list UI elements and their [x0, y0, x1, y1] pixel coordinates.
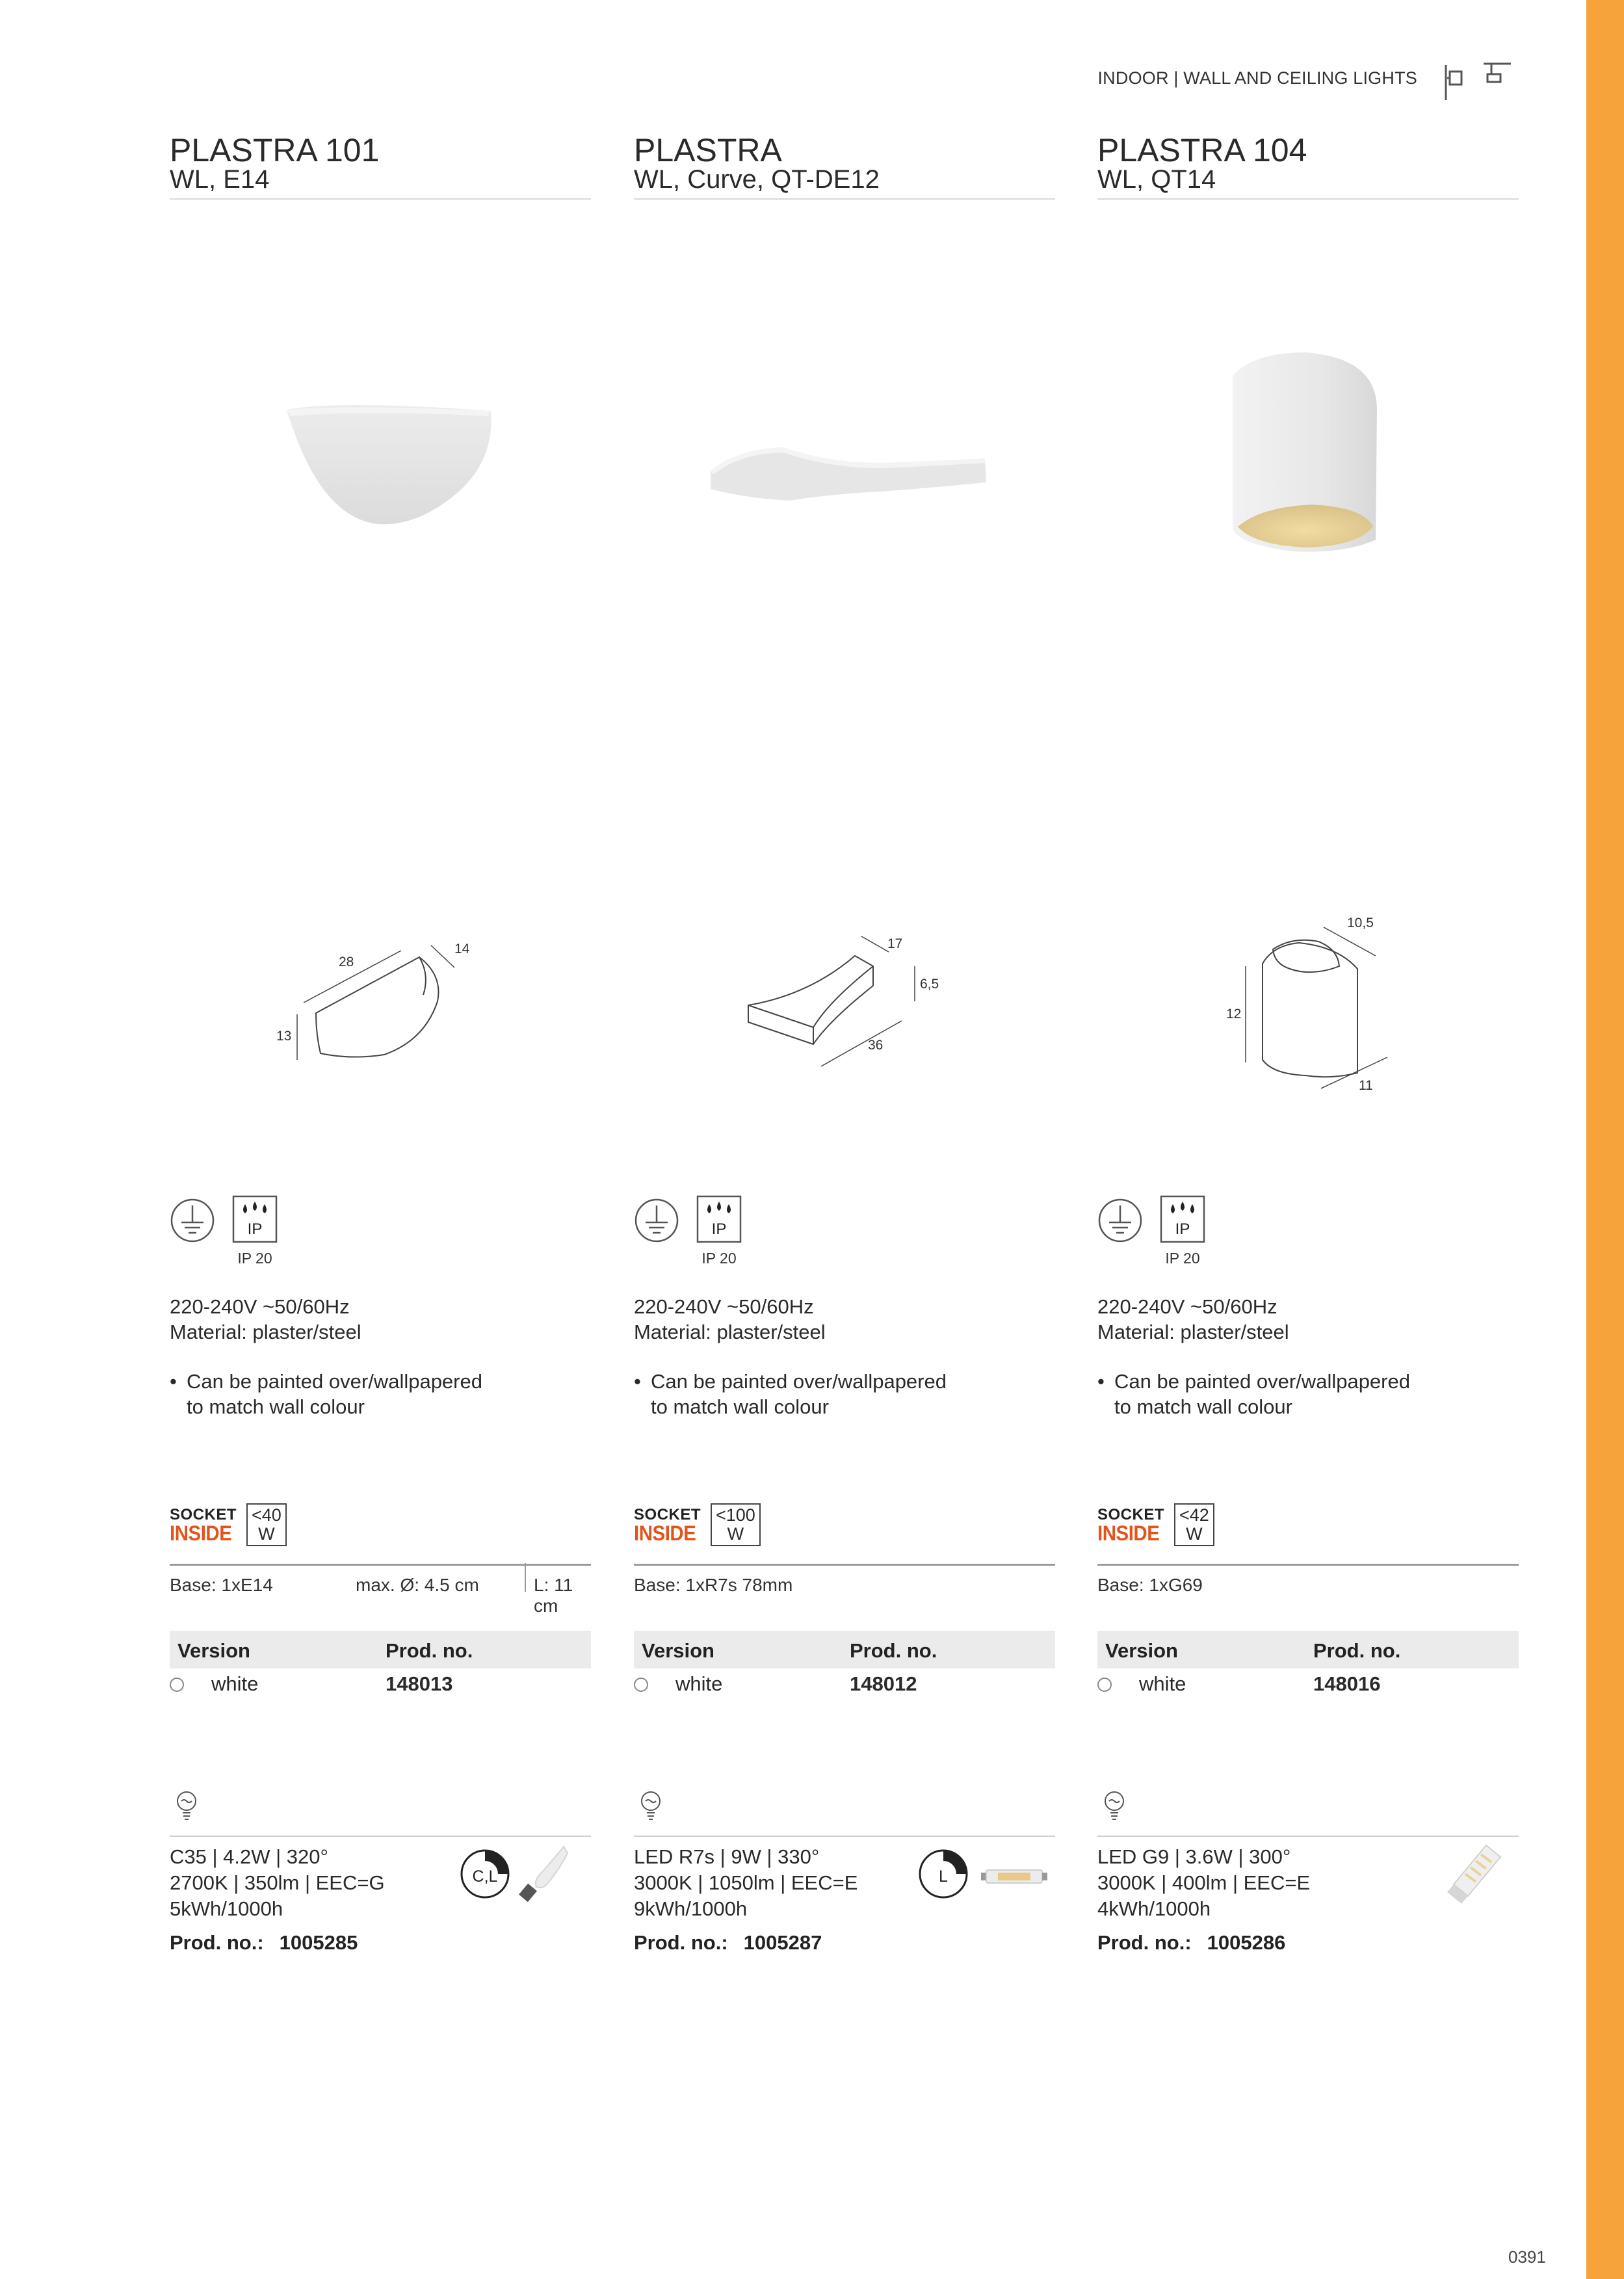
title-divider [1097, 198, 1519, 200]
product-column-plastra-101 [170, 0, 591, 2081]
base-divider [634, 1564, 1055, 1566]
product-column-plastra-curve [634, 0, 1055, 2081]
svg-text:IP: IP [247, 1220, 263, 1238]
base-type: Base: 1xR7s 78mm [634, 1575, 793, 1595]
ip-rating-icon [696, 1195, 742, 1243]
version-table-header: Version Prod. no. [634, 1631, 1055, 1668]
version-table [1097, 1631, 1519, 1701]
table-row [1097, 1668, 1519, 1701]
spec-text [1097, 1294, 1289, 1345]
dim-width: 11 [1359, 1078, 1373, 1093]
protection-class-earth-icon [170, 1198, 215, 1243]
color-swatch-white [634, 1678, 648, 1692]
voltage: 220-240V ~50/60Hz [170, 1295, 350, 1318]
variant-prod-no: 148012 [850, 1672, 917, 1695]
lamp-spec: C35 | 4.2W | 320° 2700K | 350lm | EEC=G 5kWh/1000h [170, 1845, 385, 1920]
lamp-bulb-icon [1103, 1791, 1126, 1822]
socket-inside-logo: SOCKET INSIDE [634, 1506, 701, 1545]
product-subtitle: WL, QT14 [1097, 165, 1216, 194]
lamp-divider [634, 1836, 1055, 1837]
orange-side-bar [1586, 0, 1624, 2279]
variant-prod-no: 148016 [1313, 1672, 1381, 1695]
product-title: PLASTRA 101 [170, 132, 380, 168]
color-swatch-white [170, 1678, 184, 1692]
table-row [634, 1668, 1055, 1701]
category-header: INDOOR | WALL AND CEILING LIGHTS [1097, 68, 1417, 88]
voltage: 220-240V ~50/60Hz [634, 1295, 814, 1318]
base-info [634, 1574, 1055, 1600]
dim-height: 12 [1226, 1007, 1242, 1021]
version-table-header: Version Prod. no. [170, 1631, 591, 1668]
spec-text [634, 1294, 826, 1345]
dimmable-badge-icon: L [917, 1848, 969, 1900]
length-info: L: 11 cm [534, 1575, 573, 1616]
title-divider [634, 198, 1055, 200]
dim-depth: 17 [887, 936, 903, 951]
protection-class-earth-icon [634, 1198, 679, 1243]
dim-depth: 10,5 [1347, 916, 1374, 930]
g9-led-bulb-image [1435, 1840, 1507, 1912]
product-photo-half-bowl [170, 312, 591, 585]
dimension-drawing [170, 904, 591, 1118]
ip-caption: IP 20 [701, 1250, 737, 1267]
svg-text:IP: IP [1175, 1220, 1190, 1238]
candle-bulb-image [508, 1840, 579, 1912]
symbol-row [1097, 1195, 1292, 1273]
color-swatch-white [1097, 1678, 1112, 1692]
lamp-bulb-icon [175, 1791, 198, 1822]
protection-class-earth-icon [1097, 1198, 1143, 1243]
base-divider [170, 1564, 591, 1566]
symbol-row [170, 1195, 365, 1273]
dimension-drawing [634, 904, 1055, 1118]
dim-length: 36 [868, 1038, 884, 1053]
lamp-bulb-icon [639, 1791, 662, 1822]
version-table [170, 1631, 591, 1701]
product-subtitle: WL, E14 [170, 165, 270, 194]
product-column-plastra-104 [1097, 0, 1519, 2081]
dim-height: 6,5 [920, 977, 939, 992]
variant-color: white [675, 1672, 723, 1695]
dim-depth: 14 [454, 942, 470, 956]
product-title: PLASTRA 104 [1097, 132, 1307, 168]
lamp-spec: LED G9 | 3.6W | 300° 3000K | 400lm | EEC=E 4kWh/1000h [1097, 1845, 1311, 1920]
svg-text:IP: IP [711, 1220, 727, 1238]
page-number: 0391 [1508, 2247, 1546, 2267]
feature-bullet: • Can be painted over/wallpapered to match wall colour [1097, 1370, 1410, 1418]
material: Material: plaster/steel [170, 1321, 361, 1343]
product-photo-cylinder [1097, 312, 1519, 585]
spec-text [170, 1294, 361, 1345]
base-separator [525, 1563, 526, 1592]
socket-inside-logo: SOCKET INSIDE [1097, 1506, 1165, 1545]
ip-caption: IP 20 [1165, 1250, 1200, 1267]
base-type: Base: 1xE14 [170, 1575, 273, 1595]
lamp-prod-no: Prod. no.: 1005285 [170, 1931, 358, 1954]
variant-color: white [211, 1672, 259, 1695]
ip-rating-icon [1160, 1195, 1205, 1243]
max-wattage-box: <100 W [711, 1503, 761, 1546]
max-wattage-box: <42 W [1174, 1503, 1214, 1546]
ip-rating-icon [232, 1195, 278, 1243]
title-divider [170, 198, 591, 200]
max-wattage-box: <40 W [246, 1503, 287, 1546]
material: Material: plaster/steel [634, 1321, 826, 1343]
lamp-divider [1097, 1836, 1519, 1837]
feature-bullet: • Can be painted over/wallpapered to match wall colour [170, 1370, 482, 1418]
dim-height: 13 [276, 1029, 292, 1044]
variant-color: white [1139, 1672, 1186, 1695]
socket-inside-logo: SOCKET INSIDE [170, 1506, 237, 1545]
product-title: PLASTRA [634, 132, 782, 168]
linear-r7s-bulb-image [978, 1840, 1050, 1912]
table-row [170, 1668, 591, 1701]
variant-prod-no: 148013 [386, 1672, 453, 1695]
voltage: 220-240V ~50/60Hz [1097, 1295, 1277, 1318]
base-info [170, 1574, 591, 1616]
material: Material: plaster/steel [1097, 1321, 1289, 1343]
max-diameter: max. Ø: 4.5 cm [356, 1575, 479, 1595]
dimmable-badge-icon: C,L [459, 1848, 511, 1900]
symbol-row [634, 1195, 829, 1273]
ip-caption: IP 20 [237, 1250, 272, 1267]
product-subtitle: WL, Curve, QT-DE12 [634, 165, 880, 194]
dim-length: 28 [339, 955, 354, 969]
feature-bullet: • Can be painted over/wallpapered to match wall colour [634, 1370, 947, 1418]
base-divider [1097, 1564, 1519, 1566]
base-info [1097, 1574, 1519, 1600]
lamp-prod-no: Prod. no.: 1005286 [1097, 1931, 1286, 1954]
product-photo-curve [634, 312, 1055, 585]
lamp-prod-no: Prod. no.: 1005287 [634, 1931, 822, 1954]
dimension-drawing [1097, 904, 1519, 1118]
version-table [634, 1631, 1055, 1701]
base-type: Base: 1xG69 [1097, 1575, 1203, 1595]
lamp-divider [170, 1836, 591, 1837]
version-table-header: Version Prod. no. [1097, 1631, 1519, 1668]
lamp-spec: LED R7s | 9W | 330° 3000K | 1050lm | EEC=E 9kWh/1000h [634, 1845, 858, 1920]
